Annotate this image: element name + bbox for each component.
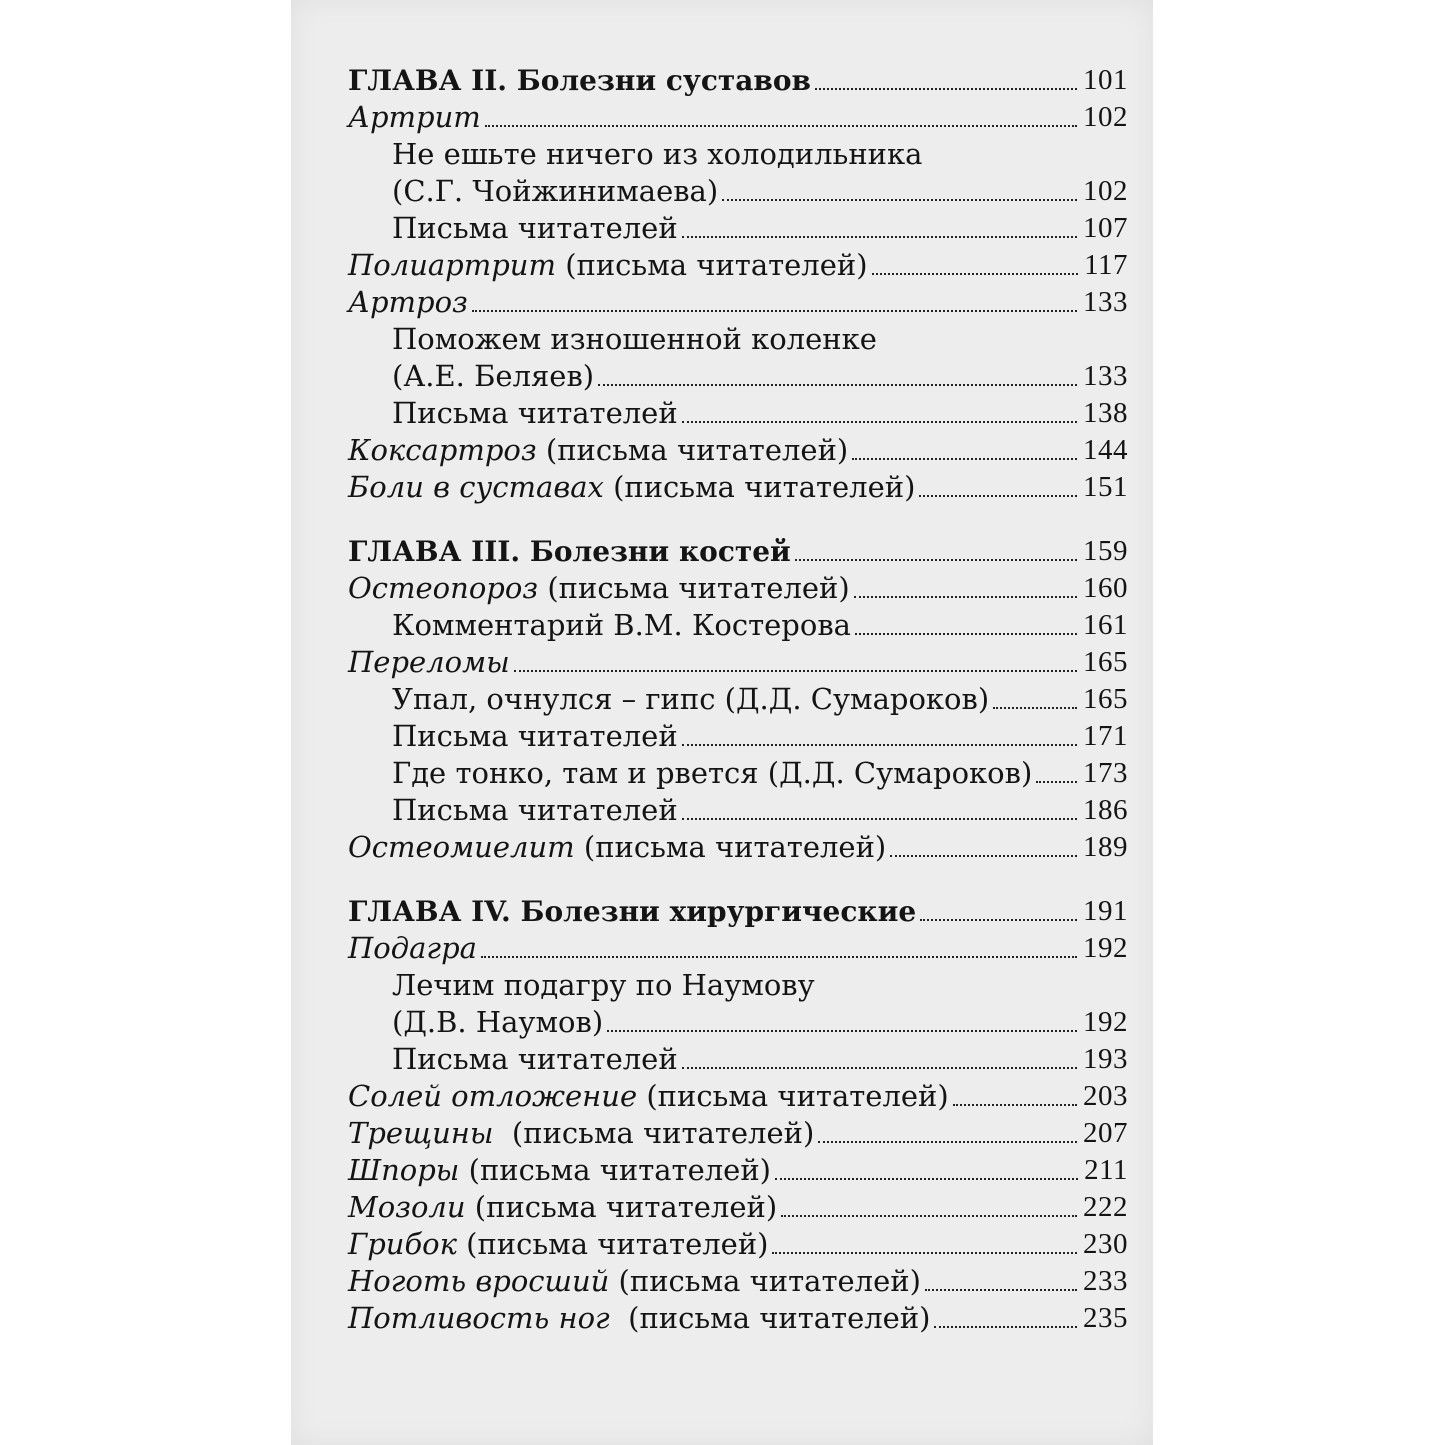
toc-entry[interactable] — [348, 467, 1128, 504]
entry-topic: Артроз — [348, 285, 468, 319]
page-number: 138 — [1083, 397, 1128, 429]
dot-leader — [953, 1104, 1077, 1106]
page-number: 203 — [1083, 1080, 1128, 1112]
page-number: 192 — [1083, 1006, 1128, 1038]
chapter-title: ГЛАВА III. Болезни костей — [348, 535, 791, 568]
subentry-title: Письма читателей — [392, 793, 678, 827]
entry-note: (письма читателей) — [538, 571, 850, 605]
dot-leader — [485, 125, 1077, 127]
toc-subentry[interactable] — [348, 393, 1128, 430]
dot-leader — [682, 236, 1077, 238]
toc-subentry[interactable] — [348, 1039, 1128, 1076]
subentry-title: Письма читателей — [392, 719, 678, 753]
dot-leader — [890, 855, 1077, 857]
dot-leader — [481, 956, 1077, 958]
entry-topic: Переломы — [348, 645, 510, 679]
entry-note: (письма читателей) — [456, 1227, 769, 1261]
page-number: 165 — [1083, 646, 1128, 678]
subentry-title: Поможем изношенной коленке — [392, 322, 877, 356]
toc-entry[interactable] — [348, 97, 1128, 134]
page-number: 160 — [1083, 572, 1128, 604]
page-number: 233 — [1083, 1265, 1128, 1297]
entry-note: (письма читателей) — [536, 433, 849, 467]
dot-leader — [854, 596, 1077, 598]
entry-topic: Коксартроз — [348, 433, 537, 467]
subentry-title: Упал, очнулся – гипс (Д.Д. Сумароков) — [392, 682, 990, 716]
toc-entry[interactable] — [348, 1076, 1128, 1113]
entry-note: (письма читателей) — [637, 1079, 949, 1113]
page-number: 151 — [1083, 471, 1128, 503]
toc-subentry[interactable] — [348, 679, 1128, 716]
page-number: 173 — [1083, 757, 1128, 789]
toc-subentry[interactable] — [348, 134, 1128, 171]
dot-leader — [815, 88, 1077, 90]
page-number: 193 — [1083, 1043, 1128, 1075]
page-number: 235 — [1083, 1302, 1128, 1334]
entry-topic: Полиартрит — [348, 248, 556, 282]
entry-topic: Остеопороз — [348, 571, 539, 605]
dot-leader — [934, 1326, 1077, 1328]
dot-leader — [852, 458, 1077, 460]
entry-topic: Солей отложение — [348, 1079, 638, 1113]
page-number: 107 — [1083, 212, 1128, 244]
chapter-title: ГЛАВА II. Болезни суставов — [348, 64, 811, 97]
dot-leader — [795, 559, 1077, 561]
toc-entry[interactable] — [348, 642, 1128, 679]
dot-leader — [598, 384, 1077, 386]
page-number: 101 — [1083, 64, 1128, 96]
page-number: 222 — [1083, 1191, 1128, 1223]
dot-leader — [514, 670, 1077, 672]
dot-leader — [607, 1030, 1077, 1032]
toc-entry[interactable] — [348, 928, 1128, 965]
dot-leader — [722, 199, 1077, 201]
toc-subentry[interactable] — [348, 319, 1128, 356]
toc-subentry[interactable] — [348, 790, 1128, 827]
page-number: 133 — [1083, 360, 1128, 392]
entry-note: (письма читателей) — [603, 470, 916, 504]
toc-entry[interactable] — [348, 1261, 1128, 1298]
entry-note: (письма читателей) — [465, 1190, 778, 1224]
page-number: 102 — [1083, 175, 1128, 207]
subentry-title: (Д.В. Наумов) — [392, 1005, 604, 1039]
toc-entry[interactable] — [348, 1187, 1128, 1224]
page-number: 171 — [1083, 720, 1128, 752]
page-number: 117 — [1084, 249, 1128, 281]
toc-entry[interactable] — [348, 1113, 1128, 1150]
entry-topic: Потливость ног — [348, 1301, 610, 1335]
entry-note: (письма читателей) — [574, 830, 887, 864]
dot-leader — [855, 633, 1077, 635]
page-number: 133 — [1083, 286, 1128, 318]
subentry-title: Письма читателей — [392, 396, 678, 430]
chapter-heading[interactable] — [348, 531, 1128, 568]
page-number: 161 — [1083, 609, 1128, 641]
dot-leader — [872, 273, 1079, 275]
dot-leader — [925, 1289, 1077, 1291]
toc-entry[interactable] — [348, 568, 1128, 605]
entry-topic: Грибок — [348, 1227, 457, 1261]
entry-topic: Шпоры — [348, 1153, 460, 1187]
subentry-title: (С.Г. Чойжинимаева) — [392, 174, 719, 208]
entry-topic: Ноготь вросший — [348, 1264, 610, 1298]
subentry-title: Лечим подагру по Наумову — [392, 968, 815, 1002]
dot-leader — [775, 1178, 1078, 1180]
page-number: 230 — [1083, 1228, 1128, 1260]
chapter-heading[interactable] — [348, 891, 1128, 928]
page-number: 192 — [1083, 932, 1128, 964]
entry-topic: Трещины — [348, 1116, 494, 1150]
dot-leader — [781, 1215, 1077, 1217]
page-number: 159 — [1083, 535, 1128, 567]
entry-note: (письма читателей) — [609, 1301, 931, 1335]
page-number: 165 — [1083, 683, 1128, 715]
page-number: 186 — [1083, 794, 1128, 826]
toc-subentry[interactable] — [348, 208, 1128, 245]
subentry-title: (А.Е. Беляев) — [392, 359, 595, 393]
chapter-heading[interactable] — [348, 60, 1128, 97]
toc-entry[interactable] — [348, 430, 1128, 467]
toc-entry[interactable] — [348, 1224, 1128, 1261]
page-number: 207 — [1083, 1117, 1128, 1149]
toc-subentry[interactable] — [348, 753, 1128, 790]
page-number: 191 — [1083, 895, 1128, 927]
dot-leader — [919, 495, 1077, 497]
dot-leader — [682, 421, 1077, 423]
toc-subentry[interactable] — [348, 716, 1128, 753]
subentry-title: Не ешьте ничего из холодильника — [392, 137, 923, 171]
dot-leader — [682, 818, 1077, 820]
chapter-title: ГЛАВА IV. Болезни хирургические — [348, 895, 917, 928]
entry-topic: Артрит — [348, 100, 481, 134]
toc-subentry[interactable] — [348, 356, 1128, 393]
dot-leader — [472, 310, 1077, 312]
entry-note: (письма читателей) — [609, 1264, 921, 1298]
toc-subentry[interactable] — [348, 171, 1128, 208]
entry-note: (письма читателей) — [459, 1153, 771, 1187]
entry-topic: Остеомиелит — [348, 830, 575, 864]
page-number: 211 — [1084, 1154, 1128, 1186]
table-of-contents — [348, 60, 1128, 1335]
toc-entry[interactable] — [348, 1150, 1128, 1187]
toc-entry[interactable] — [348, 282, 1128, 319]
page-number: 102 — [1083, 101, 1128, 133]
entry-note: (письма читателей) — [493, 1116, 815, 1150]
dot-leader — [818, 1141, 1077, 1143]
subentry-title: Письма читателей — [392, 211, 678, 245]
dot-leader — [682, 744, 1077, 746]
dot-leader — [993, 707, 1077, 709]
entry-topic: Мозоли — [348, 1190, 466, 1224]
toc-subentry[interactable] — [348, 605, 1128, 642]
dot-leader — [682, 1067, 1077, 1069]
dot-leader — [772, 1252, 1077, 1254]
toc-entry[interactable] — [348, 827, 1128, 864]
page-number: 189 — [1083, 831, 1128, 863]
entry-topic: Боли в суставах — [348, 470, 604, 504]
toc-entry[interactable] — [348, 1298, 1128, 1335]
page-number: 144 — [1083, 434, 1128, 466]
entry-topic: Подагра — [348, 931, 477, 965]
subentry-title: Письма читателей — [392, 1042, 678, 1076]
entry-note: (письма читателей) — [555, 248, 868, 282]
subentry-title: Комментарий В.М. Костерова — [392, 608, 851, 642]
dot-leader — [920, 919, 1077, 921]
toc-entry[interactable] — [348, 245, 1128, 282]
toc-subentry[interactable] — [348, 965, 1128, 1002]
dot-leader — [1036, 781, 1077, 783]
subentry-title: Где тонко, там и рвется (Д.Д. Сумароков) — [392, 756, 1033, 790]
toc-subentry[interactable] — [348, 1002, 1128, 1039]
